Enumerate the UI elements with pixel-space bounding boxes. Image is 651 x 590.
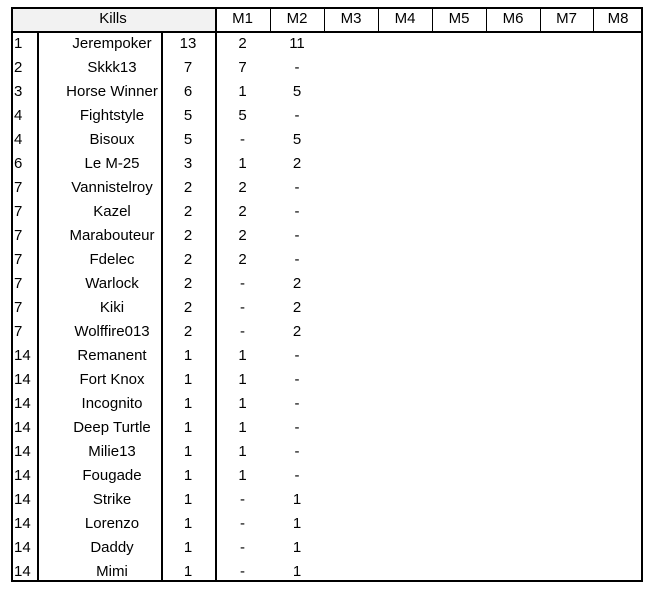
m2-cell: - (294, 443, 300, 460)
kills-cell: 1 (183, 347, 193, 364)
header-m8: M8 (607, 10, 629, 27)
player-name-cell: Incognito (81, 395, 143, 412)
table-row (11, 104, 643, 128)
header-bottom-border (11, 31, 643, 33)
m1-cell: - (240, 491, 245, 508)
m2-cell: - (294, 203, 300, 220)
player-name-cell: Fort Knox (79, 371, 145, 388)
table-row (11, 176, 643, 200)
player-name-cell: Kazel (93, 203, 131, 220)
header-m2: M2 (286, 10, 308, 27)
player-name-cell: Kiki (99, 299, 125, 316)
player-name-cell: Deep Turtle (73, 419, 151, 436)
m2-cell: 1 (292, 539, 302, 556)
kills-cell: 1 (183, 563, 193, 580)
table-row (11, 368, 643, 392)
m1-cell: 1 (238, 371, 247, 388)
m2-cell: 2 (292, 275, 302, 292)
player-name-cell: Warlock (85, 275, 139, 292)
kills-cell: 1 (183, 395, 193, 412)
m2-cell: 11 (289, 35, 305, 52)
kills-cell: 1 (183, 515, 193, 532)
rank-cell: 2 (14, 59, 23, 76)
m1-cell: 2 (238, 35, 247, 52)
kills-cell: 2 (183, 251, 193, 268)
m2-cell: - (294, 107, 300, 124)
rank-cell: 14 (14, 347, 31, 364)
kills-cell: 1 (183, 467, 193, 484)
rank-cell: 4 (14, 131, 23, 148)
kills-cell: 3 (183, 155, 193, 172)
m1-cell: 2 (238, 179, 247, 196)
kills-cell: 2 (183, 275, 193, 292)
header-m1: M1 (232, 10, 253, 27)
table-row (11, 272, 643, 296)
rank-cell: 3 (14, 83, 23, 100)
m1-cell: 1 (238, 419, 247, 436)
table-row (11, 152, 643, 176)
m1-cell: - (240, 323, 245, 340)
kills-cell: 2 (183, 203, 193, 220)
table-row (11, 536, 643, 560)
rank-cell: 7 (14, 227, 23, 244)
rank-cell: 14 (14, 515, 31, 532)
header-m3: M3 (340, 10, 362, 27)
rank-cell: 7 (14, 275, 23, 292)
m4-m5-divider (432, 7, 433, 31)
m1-cell: 1 (238, 467, 247, 484)
player-name-cell: Lorenzo (84, 515, 140, 532)
m2-cell: - (294, 59, 300, 76)
kills-cell: 1 (183, 419, 193, 436)
m2-cell: - (294, 179, 300, 196)
m7-m8-divider (593, 7, 594, 31)
player-name-cell: Bisoux (89, 131, 135, 148)
table-top-border (11, 7, 643, 9)
header-m6: M6 (502, 10, 524, 27)
m1-cell: 7 (238, 59, 247, 76)
player-name-cell: Skkk13 (87, 59, 137, 76)
m2-cell: - (294, 347, 300, 364)
player-name-cell: Wolffire013 (74, 323, 150, 340)
player-name-cell: Fightstyle (79, 107, 145, 124)
rank-cell: 14 (14, 371, 31, 388)
table-row (11, 392, 643, 416)
rank-cell: 14 (14, 563, 31, 580)
kills-cell: 6 (183, 83, 193, 100)
m1-cell: - (240, 515, 245, 532)
table-row (11, 464, 643, 488)
rank-cell: 14 (14, 395, 31, 412)
m2-cell: 5 (292, 83, 302, 100)
rank-cell: 7 (14, 203, 23, 220)
m1-cell: 2 (238, 251, 247, 268)
table-right-border (641, 7, 643, 582)
rank-name-divider (37, 31, 39, 582)
m1-cell: 1 (238, 347, 247, 364)
rank-cell: 1 (14, 35, 23, 52)
m1-cell: 2 (238, 227, 247, 244)
player-name-cell: Le M-25 (84, 155, 140, 172)
m2-cell: - (294, 419, 300, 436)
m2-cell: - (294, 251, 300, 268)
table-row (11, 56, 643, 80)
m3-m4-divider (378, 7, 379, 31)
kills-header: Kills (11, 7, 215, 31)
m2-cell: - (294, 371, 300, 388)
kills-cell: 5 (183, 131, 193, 148)
kills-cell: 7 (183, 59, 193, 76)
m2-cell: - (294, 467, 300, 484)
name-kills-divider (161, 31, 163, 582)
player-name-cell: Remanent (77, 347, 147, 364)
m2-cell: 1 (292, 563, 302, 580)
kills-cell: 1 (183, 491, 193, 508)
m1-cell: 1 (238, 83, 247, 100)
table-row (11, 296, 643, 320)
player-name-cell: Marabouteur (69, 227, 155, 244)
kills-cell: 2 (183, 227, 193, 244)
kills-cell: 1 (183, 539, 193, 556)
player-name-cell: Fdelec (89, 251, 135, 268)
kills-cell: 13 (179, 35, 197, 52)
rank-cell: 14 (14, 419, 31, 436)
table-header-row (11, 7, 643, 31)
player-name-cell: Jerempoker (72, 35, 152, 52)
m1-cell: 1 (238, 443, 247, 460)
m5-m6-divider (486, 7, 487, 31)
m2-m3-divider (324, 7, 325, 31)
rank-cell: 6 (14, 155, 23, 172)
m1-m2-divider (270, 7, 271, 31)
table-row (11, 344, 643, 368)
table-row (11, 320, 643, 344)
rank-cell: 7 (14, 323, 23, 340)
header-m4: M4 (394, 10, 416, 27)
kills-cell: 5 (183, 107, 193, 124)
table-row (11, 224, 643, 248)
m6-m7-divider (540, 7, 541, 31)
table-row (11, 32, 643, 56)
table-row (11, 488, 643, 512)
m2-cell: - (294, 227, 300, 244)
header-m5: M5 (448, 10, 470, 27)
rank-cell: 14 (14, 467, 31, 484)
rank-cell: 14 (14, 539, 31, 556)
m2-cell: - (294, 395, 300, 412)
rank-cell: 7 (14, 179, 23, 196)
rank-cell: 7 (14, 299, 23, 316)
kills-cell: 2 (183, 179, 193, 196)
m1-cell: 5 (238, 107, 247, 124)
m1-cell: - (240, 275, 245, 292)
m2-cell: 1 (292, 491, 302, 508)
table-row (11, 128, 643, 152)
m2-cell: 5 (292, 131, 302, 148)
m1-cell: - (240, 563, 245, 580)
kills-cell: 1 (183, 371, 193, 388)
table-row (11, 200, 643, 224)
m2-cell: 2 (292, 155, 302, 172)
player-name-cell: Horse Winner (66, 83, 158, 100)
kills-cell: 2 (183, 323, 193, 340)
rank-cell: 14 (14, 491, 31, 508)
kills-matches-divider (215, 7, 217, 582)
kills-cell: 2 (183, 299, 193, 316)
table-bottom-border (11, 580, 643, 582)
rank-cell: 7 (14, 251, 23, 268)
m1-cell: 2 (238, 203, 247, 220)
m1-cell: 1 (238, 395, 247, 412)
m1-cell: - (240, 131, 245, 148)
player-name-cell: Milie13 (88, 443, 136, 460)
table-left-border (11, 7, 13, 582)
m1-cell: 1 (238, 155, 247, 172)
player-name-cell: Daddy (90, 539, 134, 556)
m2-cell: 2 (292, 323, 302, 340)
kills-cell: 1 (183, 443, 193, 460)
m1-cell: - (240, 299, 245, 316)
table-row (11, 440, 643, 464)
player-name-cell: Vannistelroy (71, 179, 153, 196)
player-name-cell: Strike (92, 491, 132, 508)
m1-cell: - (240, 539, 245, 556)
player-name-cell: Fougade (82, 467, 142, 484)
m2-cell: 1 (292, 515, 302, 532)
rank-cell: 14 (14, 443, 31, 460)
m2-cell: 2 (292, 299, 302, 316)
table-row (11, 512, 643, 536)
table-row (11, 80, 643, 104)
rank-cell: 4 (14, 107, 23, 124)
table-row (11, 248, 643, 272)
header-m7: M7 (556, 10, 577, 27)
kills-table (11, 7, 643, 582)
player-name-cell: Mimi (96, 563, 128, 580)
table-row (11, 416, 643, 440)
